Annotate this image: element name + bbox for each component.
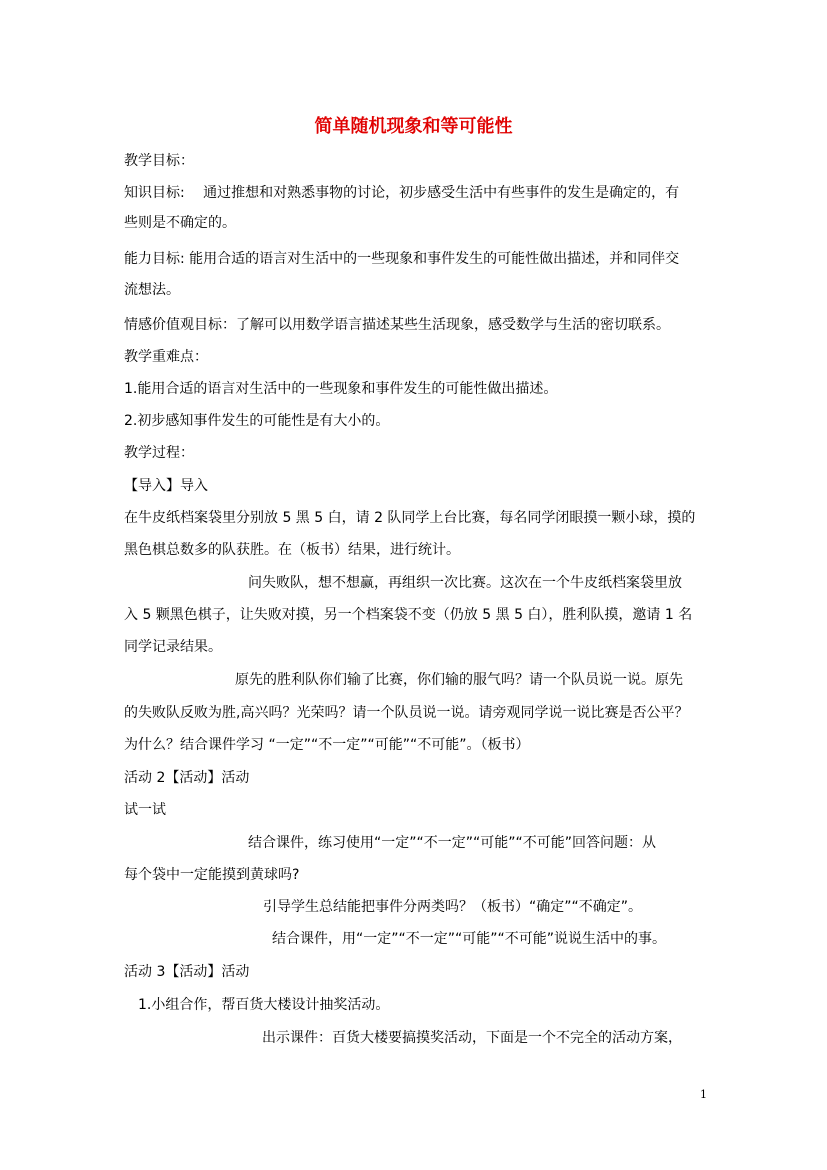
text-line: 些则是不确定的。 — [124, 215, 236, 231]
text-line: 结合课件，练习使用“一定”“不一定”“可能”“不可能”回答问题：从 — [248, 835, 657, 851]
page-number: 1 — [700, 1088, 707, 1101]
section-heading: 活动 3【活动】活动 — [124, 964, 250, 980]
text-line: 在牛皮纸档案袋里分别放 5 黑 5 白，请 2 队同学上台比赛，每名同学闭眼摸一颗小球，摸的 — [124, 510, 696, 526]
text-line: 情感价值观目标：了解可以用数学语言描述某些生活现象，感受数学与生活的密切联系。 — [124, 317, 670, 333]
text-line: 2.初步感知事件发生的可能性是有大小的。 — [124, 413, 390, 429]
text-line: 流想法。 — [124, 282, 180, 298]
text-line: 为什么？结合课件学习 “一定”“不一定”“可能”“不可能”。（板书） — [124, 737, 530, 753]
text-line: 1.能用合适的语言对生活中的一些现象和事件发生的可能性做出描述。 — [124, 381, 558, 397]
text-line: 黑色棋总数多的队获胜。在（板书）结果，进行统计。 — [124, 542, 460, 558]
text-line: 的失败队反败为胜,高兴吗？光荣吗？请一个队员说一说。请旁观同学说一说比赛是否公平？ — [124, 705, 689, 721]
text-line: 教学重难点： — [124, 349, 208, 365]
text-line: 知识目标: 通过推想和对熟悉事物的讨论，初步感受生活中有些事件的发生是确定的，有 — [124, 185, 680, 201]
text-line: 试一试 — [124, 802, 166, 818]
document-title: 简单随机现象和等可能性 — [314, 116, 513, 137]
text-line: 教学过程： — [124, 445, 194, 461]
text-line: 引导学生总结能把事件分两类吗？（板书）“确定”“不确定”。 — [263, 899, 643, 915]
text-line: 同学记录结果。 — [124, 639, 222, 655]
text-line: 教学目标： — [124, 153, 194, 169]
text-line: 入 5 颗黑色棋子，让失败对摸，另一个档案袋不变（仍放 5 黑 5 白），胜利队摸，邀请 1 名 — [124, 607, 693, 623]
text-line: 问失败队，想不想赢，再组织一次比赛。这次在一个牛皮纸档案袋里放 — [248, 575, 682, 591]
text-line: 1.小组合作，帮百货大楼设计抽奖活动。 — [138, 997, 390, 1013]
text-line: 每个袋中一定能摸到黄球吗? — [124, 867, 300, 883]
section-heading: 【导入】导入 — [124, 478, 208, 494]
text-line: 结合课件，用“一定”“不一定”“可能”“不可能”说说生活中的事。 — [272, 931, 667, 947]
text-line: 能力目标: 能用合适的语言对生活中的一些现象和事件发生的可能性做出描述，并和同伴交 — [124, 251, 680, 267]
section-heading: 活动 2【活动】活动 — [124, 770, 250, 786]
text-line: 原先的胜利队你们输了比赛，你们输的服气吗？请一个队员说一说。原先 — [235, 672, 683, 688]
text-line: 出示课件：百货大楼要搞摸奖活动，下面是一个不完全的活动方案， — [262, 1030, 682, 1046]
